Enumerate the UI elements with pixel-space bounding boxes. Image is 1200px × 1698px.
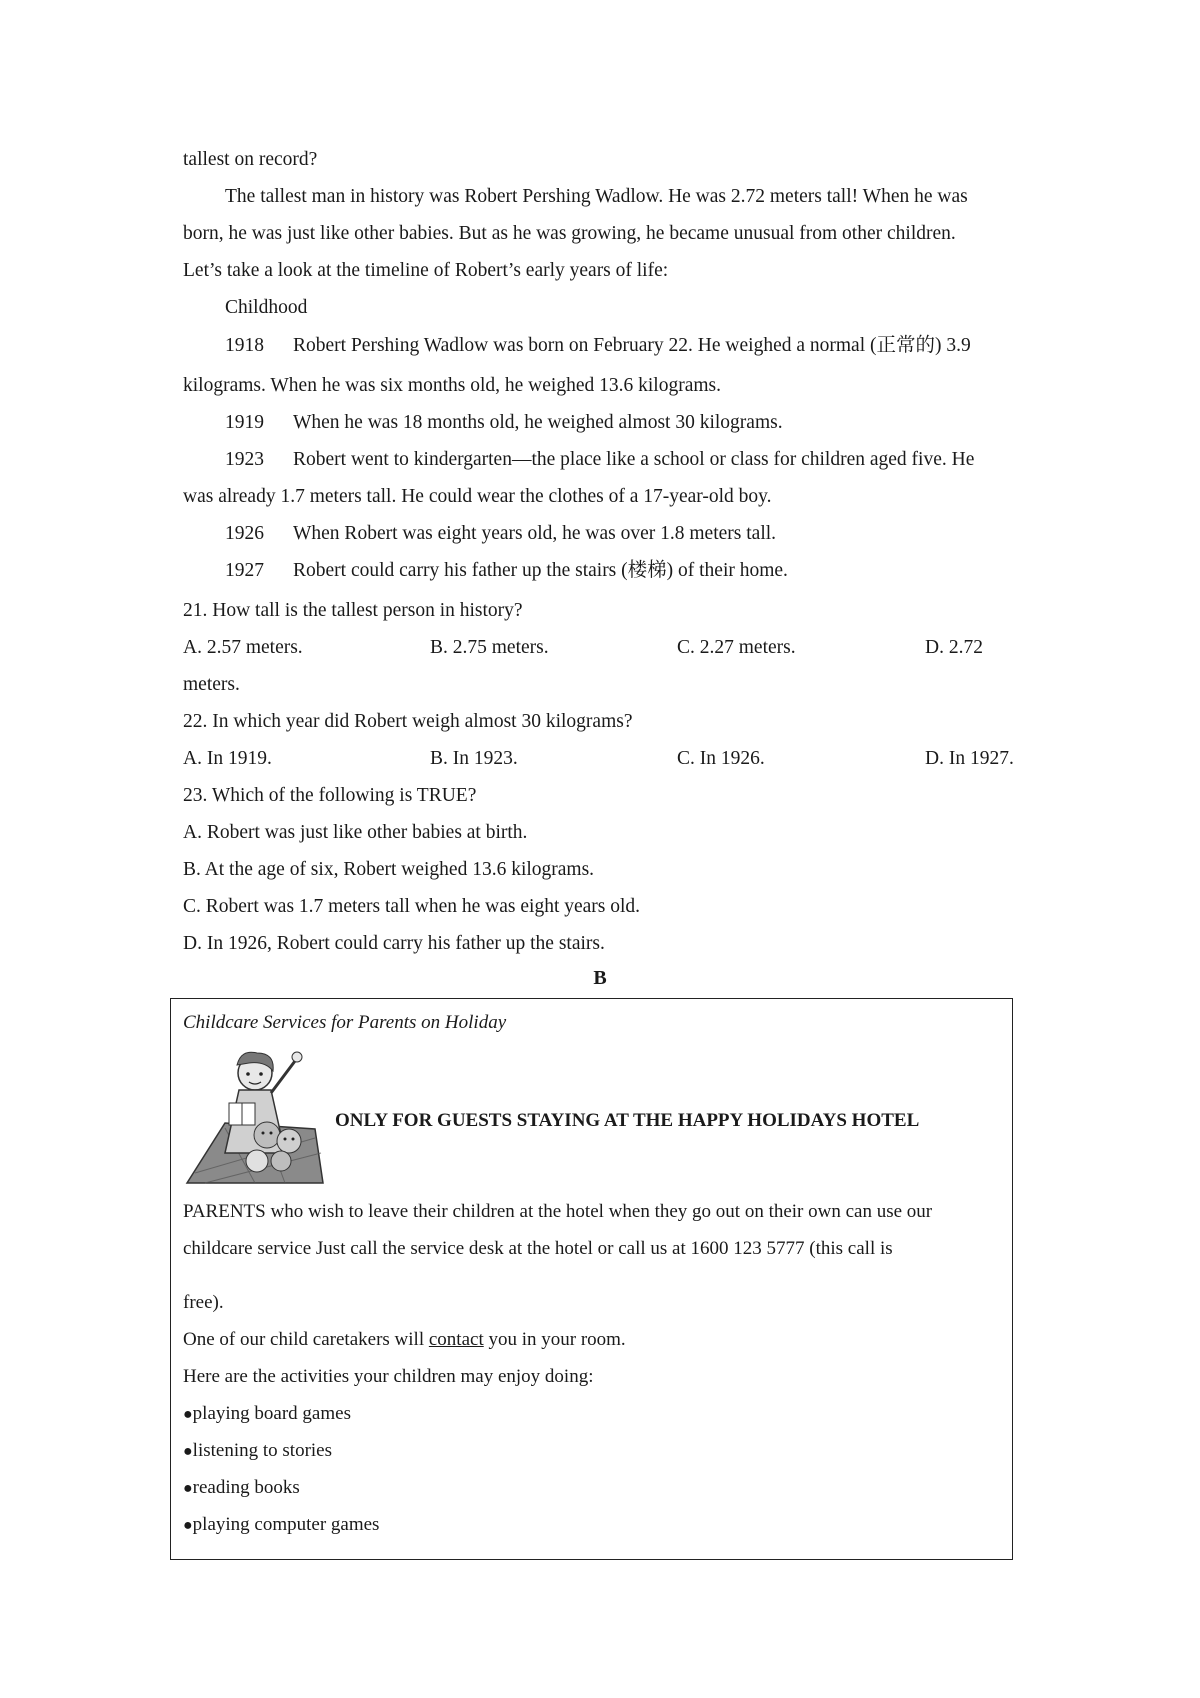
child-reading-illustration xyxy=(185,1043,330,1191)
notice-title: Childcare Services for Parents on Holiday xyxy=(183,1012,507,1033)
activity-item xyxy=(183,1441,332,1460)
notice-headline: ONLY FOR GUESTS STAYING AT THE HAPPY HOLIDAYS HOTEL xyxy=(335,1110,920,1131)
bullet-icon: ● xyxy=(183,1443,193,1460)
timeline-entry-1923 xyxy=(225,450,974,470)
contact-suffix: you in your room. xyxy=(483,1329,626,1350)
timeline-text: When he was 18 months old, he weighed almost 30 kilograms. xyxy=(293,412,783,433)
q21-option-d-cont: meters. xyxy=(183,674,240,695)
activity-label: playing computer games xyxy=(192,1514,380,1535)
activity-label: playing board games xyxy=(192,1403,351,1424)
q23-option-c[interactable]: C. Robert was 1.7 meters tall when he was eight years old. xyxy=(183,896,641,917)
timeline-year: 1919 xyxy=(225,412,264,433)
notice-paragraph-line-1: PARENTS who wish to leave their children at the hotel when they go out on their own can use our xyxy=(183,1201,933,1222)
notice-paragraph-line-2: childcare service Just call the service desk at the hotel or call us at 1600 123 5777 (this call is xyxy=(183,1238,893,1259)
q21-option-d[interactable]: D. 2.72 xyxy=(925,637,983,658)
activities-intro: Here are the activities your children may enjoy doing: xyxy=(183,1366,594,1387)
childhood-heading: Childhood xyxy=(225,297,308,318)
q21-option-b[interactable]: B. 2.75 meters. xyxy=(430,637,549,658)
q23-option-d[interactable]: D. In 1926, Robert could carry his father up the stairs. xyxy=(183,933,605,954)
intro-line-3: Let’s take a look at the timeline of Robert’s early years of life: xyxy=(183,260,669,281)
q22-option-d[interactable]: D. In 1927. xyxy=(925,748,1014,769)
contact-line xyxy=(183,1330,626,1349)
bullet-icon: ● xyxy=(183,1480,193,1497)
q22-option-c[interactable]: C. In 1926. xyxy=(677,748,765,769)
activity-label: listening to stories xyxy=(192,1440,332,1461)
timeline-year: 1926 xyxy=(225,523,264,544)
q23-option-a[interactable]: A. Robert was just like other babies at birth. xyxy=(183,822,528,843)
intro-line-2: born, he was just like other babies. But as he was growing, he became unusual from other children. xyxy=(183,223,956,244)
timeline-text: Robert could carry his father up the stairs (楼梯) of their home. xyxy=(293,560,788,581)
q22-option-a[interactable]: A. In 1919. xyxy=(183,748,272,769)
activity-item xyxy=(183,1404,351,1423)
timeline-entry-1918 xyxy=(225,336,971,356)
childcare-notice-box xyxy=(170,998,1013,1560)
activity-item xyxy=(183,1478,300,1497)
q21-option-a[interactable]: A. 2.57 meters. xyxy=(183,637,303,658)
q22-option-b[interactable]: B. In 1923. xyxy=(430,748,518,769)
bullet-icon: ● xyxy=(183,1406,193,1423)
timeline-entry-1927 xyxy=(225,561,788,581)
timeline-text-cont: was already 1.7 meters tall. He could wear the clothes of a 17-year-old boy. xyxy=(183,486,772,507)
contact-prefix: One of our child caretakers will xyxy=(183,1329,429,1350)
activity-label: reading books xyxy=(192,1477,300,1498)
activity-item xyxy=(183,1515,379,1534)
timeline-entry-1926 xyxy=(225,524,776,544)
q21-option-c[interactable]: C. 2.27 meters. xyxy=(677,637,796,658)
timeline-year: 1927 xyxy=(225,560,264,581)
q23-option-b[interactable]: B. At the age of six, Robert weighed 13.6 kilograms. xyxy=(183,859,595,880)
question-21-stem: 21. How tall is the tallest person in history? xyxy=(183,600,523,621)
timeline-year: 1923 xyxy=(225,449,264,470)
section-b-label: B xyxy=(593,967,607,989)
notice-paragraph-line-3: free). xyxy=(183,1292,224,1313)
contact-word: contact xyxy=(428,1329,484,1350)
bullet-icon: ● xyxy=(183,1517,193,1534)
timeline-entry-1919 xyxy=(225,413,783,433)
question-23-stem: 23. Which of the following is TRUE? xyxy=(183,785,477,806)
timeline-text-cont: kilograms. When he was six months old, he weighed 13.6 kilograms. xyxy=(183,375,721,396)
question-22-stem: 22. In which year did Robert weigh almost 30 kilograms? xyxy=(183,711,633,732)
timeline-year: 1918 xyxy=(225,335,264,356)
passage-top-line: tallest on record? xyxy=(183,149,318,170)
timeline-text: Robert Pershing Wadlow was born on February 22. He weighed a normal (正常的) 3.9 xyxy=(293,335,971,356)
timeline-text: Robert went to kindergarten—the place like a school or class for children aged five. He xyxy=(293,449,975,470)
intro-line-1: The tallest man in history was Robert Pershing Wadlow. He was 2.72 meters tall! When he was xyxy=(225,186,968,207)
timeline-text: When Robert was eight years old, he was over 1.8 meters tall. xyxy=(293,523,777,544)
